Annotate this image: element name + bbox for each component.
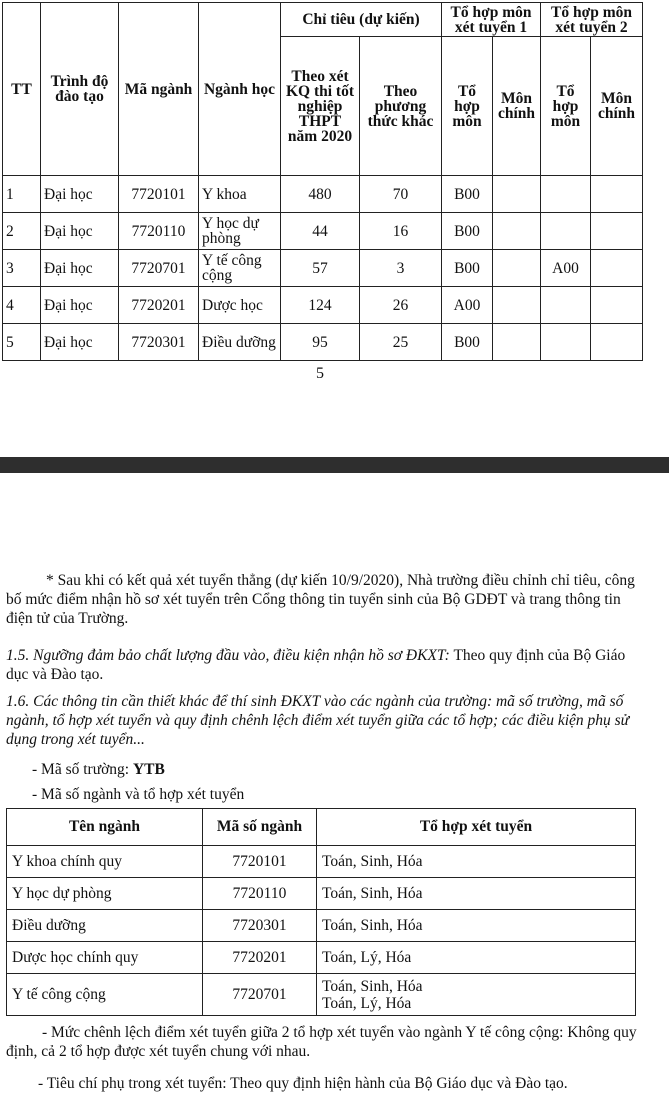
cell-major-name: Dược học chính quy [7,942,203,974]
majors-table [6,808,636,1016]
cell-level: Đại học [41,324,119,361]
table-row [3,324,643,361]
school-code-line [32,760,165,779]
cell-thpt: 57 [281,250,360,287]
section-1-5-text: Theo quy định của Bộ Giáo dục và Đào tạo. [6,647,626,683]
cell-tt: 2 [3,213,41,250]
cell-combo1: B00 [442,213,493,250]
cell-major-code: 7720701 [203,974,317,1016]
table-row [7,846,636,878]
cell-combo1: B00 [442,250,493,287]
school-code-label: - Mã số trường: [32,761,133,778]
cell-major-code: 7720201 [203,942,317,974]
header-combo1-main: Môn chính [493,37,541,176]
cell-level: Đại học [41,176,119,213]
page-separator [0,457,669,473]
cell-combo [317,974,636,1016]
table-row [3,287,643,324]
header-quota-thpt: Theo xét KQ thi tốt nghiệp THPT năm 2020 [281,37,360,176]
cell-combo2 [541,324,591,361]
cell-main1 [493,287,541,324]
cell-major: Dược học [199,287,281,324]
table-row [3,213,643,250]
section-1-5 [6,646,638,684]
cell-main1 [493,176,541,213]
cell-combo2 [541,213,591,250]
cell-main2 [591,176,643,213]
header-major-code: Mã số ngành [203,809,317,846]
cell-code: 7720301 [119,324,199,361]
cell-level: Đại học [41,287,119,324]
combo-line-2: Toán, Lý, Hóa [322,994,412,1012]
table-row [7,910,636,942]
cell-major-code: 7720101 [203,846,317,878]
cell-level: Đại học [41,213,119,250]
header-combo2-combo: Tổ hợp môn [541,37,591,176]
header-major: Ngành học [199,3,281,176]
cell-major: Y học dự phòng [199,213,281,250]
cell-tt: 4 [3,287,41,324]
page-number: 5 [316,365,324,382]
cell-thpt: 480 [281,176,360,213]
table-row [7,878,636,910]
cell-other: 3 [360,250,442,287]
quota-table [2,2,643,361]
cell-thpt: 95 [281,324,360,361]
header-major-name: Tên ngành [7,809,203,846]
header-code: Mã ngành [119,3,199,176]
cell-level: Đại học [41,250,119,287]
header-level: Trình độ đào tạo [41,3,119,176]
cell-other: 25 [360,324,442,361]
cell-major-name: Y tế công cộng [7,974,203,1016]
section-1-6: 1.6. Các thông tin cần thiết khác để thí sinh ĐKXT vào các ngành của trường: mã số trường, mã số ngành, tổ hợp xét tuyển và quy định chênh lệch điểm xét tuyển giữa các tổ hợp; các điều kiện phụ sử dụng trong xét tuyển... [6,693,630,748]
header-tt: TT [3,3,41,176]
cell-other: 70 [360,176,442,213]
cell-other: 26 [360,287,442,324]
header-combo1-combo: Tổ hợp môn [442,37,493,176]
cell-main1 [493,213,541,250]
cell-combo1: A00 [442,287,493,324]
header-combo2-main: Môn chính [591,37,643,176]
section-1-5-label: 1.5. Ngưỡng đảm bảo chất lượng đầu vào, điều kiện nhận hồ sơ ĐKXT: [6,647,450,664]
table-row [3,250,643,287]
header-combo2: Tổ hợp môn xét tuyển 2 [541,3,643,37]
cell-combo1: B00 [442,324,493,361]
note-paragraph: * Sau khi có kết quả xét tuyển thẳng (dự kiến 10/9/2020), Nhà trường điều chỉnh chỉ tiêu, công bố mức điểm nhận hồ sơ xét tuyển trên Cổng thông tin tuyển sinh của Bộ GDĐT và trang thông tin điện tử của Trường. [6,572,635,627]
cell-combo: Toán, Lý, Hóa [317,942,636,974]
table-row [7,974,636,1016]
cell-main2 [591,287,643,324]
table-row [3,176,643,213]
header-quota: Chỉ tiêu (dự kiến) [281,3,442,37]
cell-tt: 5 [3,324,41,361]
cell-main2 [591,324,643,361]
cell-major-name: Y khoa chính quy [7,846,203,878]
cell-major: Y khoa [199,176,281,213]
header-quota-other: Theo phương thức khác [360,37,442,176]
cell-major: Y tế công cộng [199,250,281,287]
cell-combo: Toán, Sinh, Hóa [317,878,636,910]
cell-main1 [493,324,541,361]
cell-main2 [591,213,643,250]
cell-other: 16 [360,213,442,250]
cell-main1 [493,250,541,287]
cell-code: 7720701 [119,250,199,287]
cell-major-code: 7720301 [203,910,317,942]
cell-combo2 [541,176,591,213]
cell-thpt: 124 [281,287,360,324]
school-code-value: YTB [132,761,165,778]
cell-code: 7720201 [119,287,199,324]
cell-tt: 1 [3,176,41,213]
table-row [7,942,636,974]
cell-major: Điều dưỡng [199,324,281,361]
majors-heading: - Mã số ngành và tổ hợp xét tuyển [32,786,245,803]
cell-combo2 [541,287,591,324]
header-combo1: Tổ hợp môn xét tuyển 1 [442,3,541,37]
header-combo: Tổ hợp xét tuyển [317,809,636,846]
cell-main2 [591,250,643,287]
cell-code: 7720110 [119,213,199,250]
combo-line-1: Toán, Sinh, Hóa [322,977,423,995]
cell-combo1: B00 [442,176,493,213]
extra-criteria: - Tiêu chí phụ trong xét tuyển: Theo quy định hiện hành của Bộ Giáo dục và Đào tạo. [38,1075,568,1092]
cell-combo: Toán, Sinh, Hóa [317,910,636,942]
cell-combo: Toán, Sinh, Hóa [317,846,636,878]
cell-major-code: 7720110 [203,878,317,910]
cell-major-name: Điều dưỡng [7,910,203,942]
cell-tt: 3 [3,250,41,287]
cell-combo2: A00 [541,250,591,287]
difference-rule: - Mức chênh lệch điểm xét tuyển giữa 2 tổ hợp xét tuyển vào ngành Y tế công cộng: Không quy định, cả 2 tổ hợp được xét tuyển chung với nhau. [6,1024,637,1060]
cell-major-name: Y học dự phòng [7,878,203,910]
cell-thpt: 44 [281,213,360,250]
cell-code: 7720101 [119,176,199,213]
